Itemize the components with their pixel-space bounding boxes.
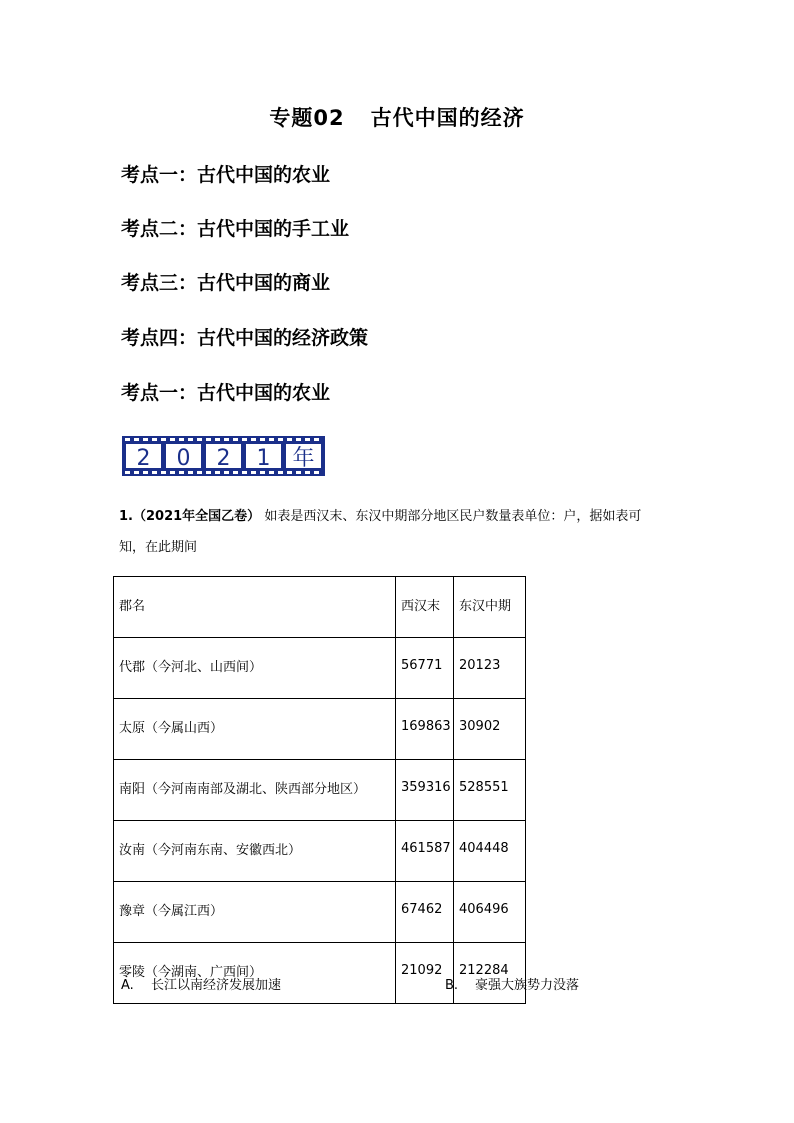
cell-prefecture: 代郡（今河北、山西间）: [114, 638, 396, 699]
question-line-2: [119, 533, 689, 563]
question-stem-2: 知，在此期间: [119, 540, 198, 555]
kaodian-4: 考点四：古代中国的经济政策: [121, 327, 369, 349]
header-prefecture: 郡名: [114, 577, 396, 638]
question-stem-1: 如表是西汉末、东汉中期部分地区民户数量表单位：户，据如表可: [264, 509, 642, 524]
cell-eastern-han: 404448: [454, 821, 526, 882]
option-a: [121, 974, 281, 993]
table-row: [114, 882, 526, 943]
kaodian-3: 考点三：古代中国的商业: [121, 272, 331, 294]
question-number: 1.: [119, 509, 133, 524]
header-eastern-han: 东汉中期: [454, 577, 526, 638]
title-text: 古代中国的经济: [370, 106, 525, 130]
table-row: [114, 760, 526, 821]
option-a-text: 长江以南经济发展加速: [151, 978, 282, 993]
table-row: [114, 699, 526, 760]
population-table: [113, 576, 526, 1004]
cell-eastern-han: 20123: [454, 638, 526, 699]
option-b-label: B.: [445, 978, 459, 993]
table-row: [114, 638, 526, 699]
kaodian-2: 考点二：古代中国的手工业: [121, 218, 350, 240]
cell-prefecture: 南阳（今河南南部及湖北、陕西部分地区）: [114, 760, 396, 821]
cell-western-han: 461587: [396, 821, 454, 882]
question-line-1: [119, 502, 689, 532]
question-source: （2021年全国乙卷）: [132, 509, 261, 524]
cell-eastern-han: 212284: [454, 943, 526, 1004]
banner-char-2: 0: [176, 446, 191, 471]
cell-western-han: 56771: [396, 638, 454, 699]
cell-prefecture: 零陵（今湖南、广西间）: [114, 943, 396, 1004]
banner-char-5: 年: [292, 446, 315, 471]
banner-char-4: 1: [256, 446, 271, 471]
cell-prefecture: 太原（今属山西）: [114, 699, 396, 760]
cell-western-han: 67462: [396, 882, 454, 943]
cell-prefecture: 豫章（今属江西）: [114, 882, 396, 943]
table-row: [114, 943, 526, 1004]
cell-eastern-han: 528551: [454, 760, 526, 821]
cell-prefecture: 汝南（今河南东南、安徽西北）: [114, 821, 396, 882]
header-western-han: 西汉末: [396, 577, 454, 638]
cell-eastern-han: 406496: [454, 882, 526, 943]
banner-char-3: 2: [216, 446, 231, 471]
table-header-row: [114, 577, 526, 638]
year-banner: [122, 436, 325, 476]
table-row: [114, 821, 526, 882]
page-title: [0, 102, 794, 132]
option-b-text: 豪强大族势力没落: [475, 978, 580, 993]
kaodian-5: 考点一：古代中国的农业: [121, 382, 331, 404]
banner-char-1: 2: [136, 446, 151, 471]
kaodian-1: 考点一：古代中国的农业: [121, 164, 331, 186]
option-b: [445, 974, 579, 993]
title-number: 专题02: [269, 106, 345, 130]
cell-eastern-han: 30902: [454, 699, 526, 760]
cell-western-han: 169863: [396, 699, 454, 760]
cell-western-han: 359316: [396, 760, 454, 821]
option-a-label: A.: [121, 978, 134, 993]
cell-western-han: 21092: [396, 943, 454, 1004]
